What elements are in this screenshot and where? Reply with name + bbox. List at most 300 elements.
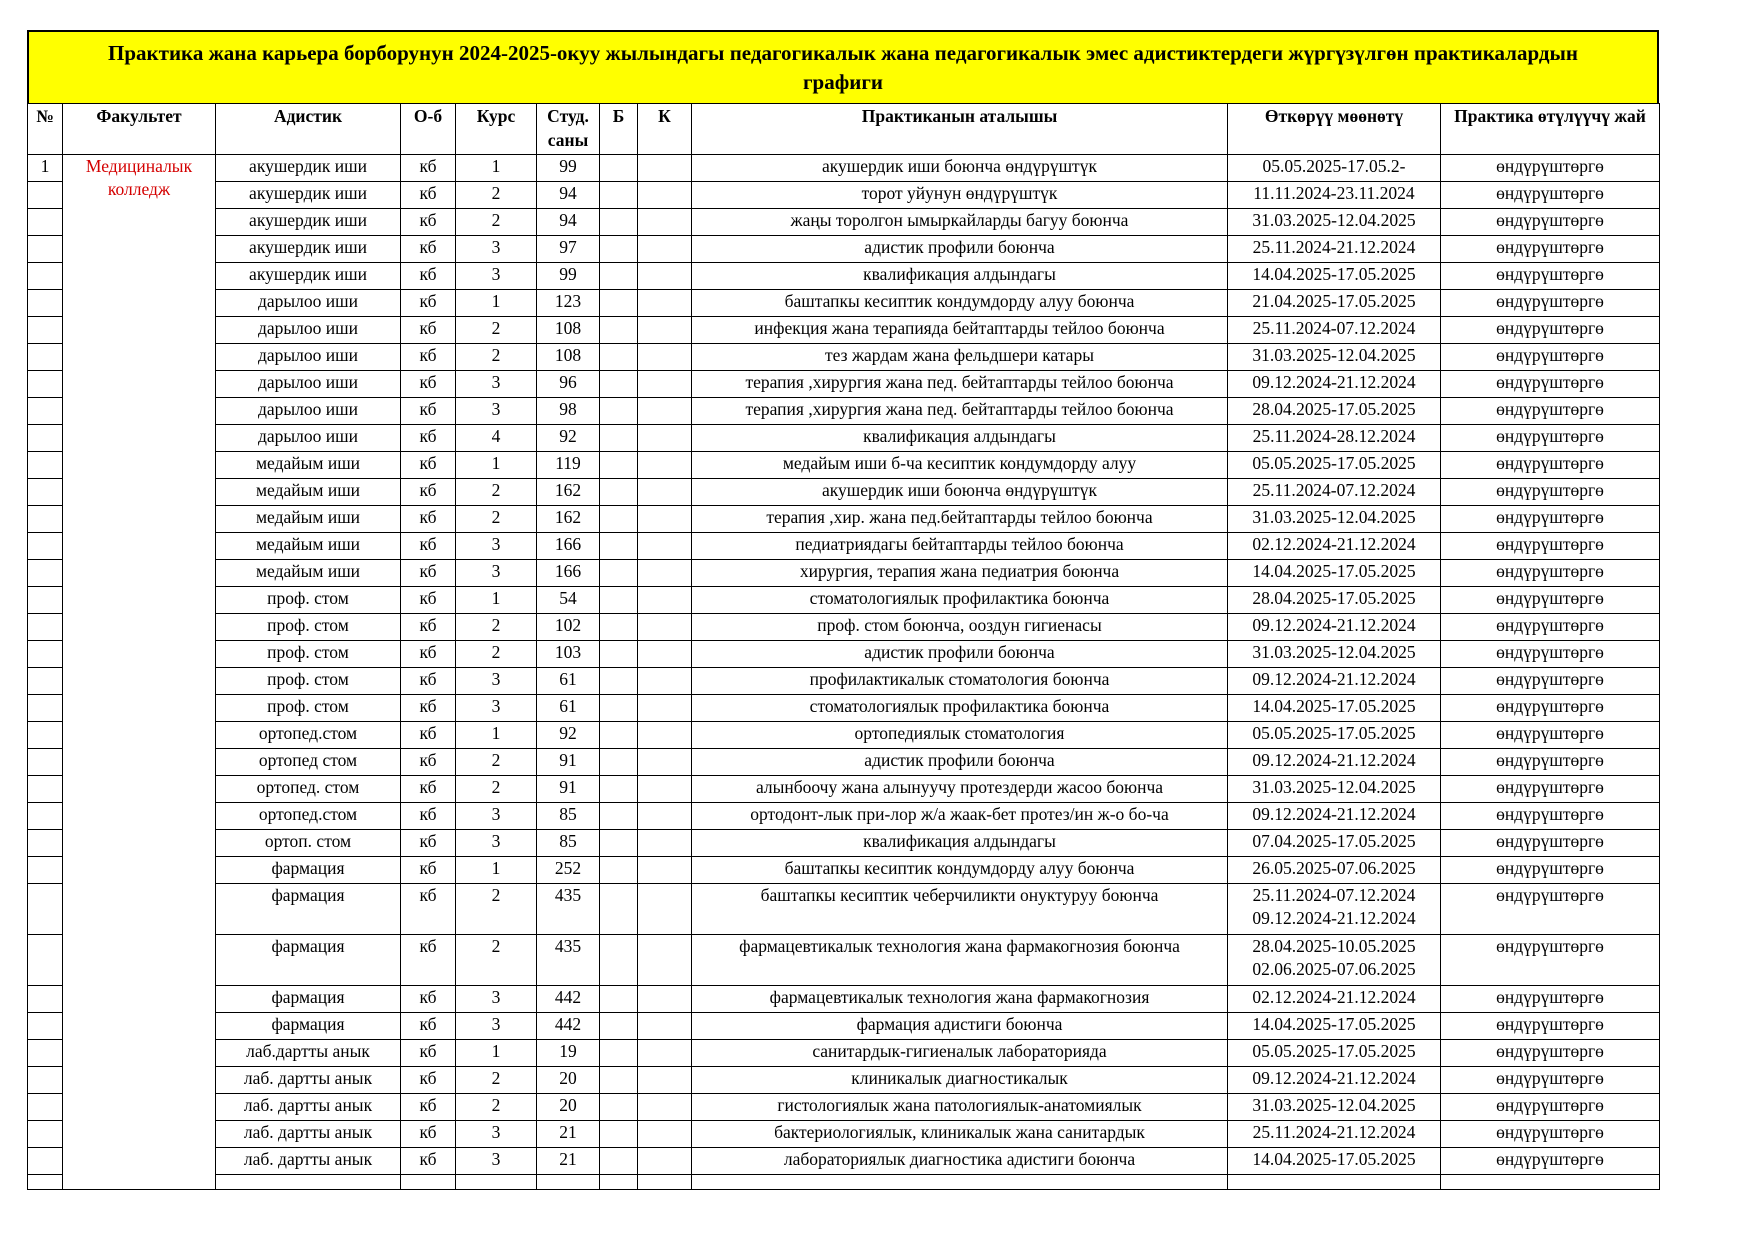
students-cell: 166 [537, 560, 600, 587]
place-cell: өндүрүштөргө [1441, 560, 1660, 587]
practice-name-cell: квалификация алдындагы [692, 425, 1228, 452]
course-cell: 1 [456, 290, 537, 317]
specialty-cell: проф. стом [216, 695, 401, 722]
k-cell [638, 1067, 692, 1094]
k-cell [638, 1040, 692, 1067]
study-form-cell: кб [401, 371, 456, 398]
course-cell: 3 [456, 986, 537, 1013]
period-cell [1228, 614, 1441, 641]
period-text: 31.03.2025-12.04.2025 [1252, 642, 1416, 662]
course-cell: 2 [456, 209, 537, 236]
period-text: 25.11.2024-21.12.2024 [1252, 237, 1416, 257]
students-cell: 61 [537, 668, 600, 695]
practice-name-cell: адистик профили боюнча [692, 641, 1228, 668]
k-cell [638, 1121, 692, 1148]
place-cell: өндүрүштөргө [1441, 317, 1660, 344]
place-cell: өндүрүштөргө [1441, 1121, 1660, 1148]
period-text: 09.12.2024-21.12.2024 [1252, 372, 1416, 392]
study-form-cell: кб [401, 641, 456, 668]
row-number-cell [28, 1013, 63, 1040]
specialty-cell: медайым иши [216, 533, 401, 560]
practice-name-cell: баштапкы кесиптик кондумдорду алуу боюнча [692, 290, 1228, 317]
students-cell: 98 [537, 398, 600, 425]
table-row [28, 722, 1660, 749]
course-cell: 2 [456, 749, 537, 776]
students-cell: 162 [537, 479, 600, 506]
study-form-cell: кб [401, 857, 456, 884]
period-cell [1228, 1067, 1441, 1094]
period-cell [1228, 371, 1441, 398]
specialty-cell: дарылоо иши [216, 344, 401, 371]
study-form-cell: кб [401, 935, 456, 986]
place-cell: өндүрүштөргө [1441, 1067, 1660, 1094]
period-text: 31.03.2025-12.04.2025 [1252, 1095, 1416, 1115]
table-row [28, 1094, 1660, 1121]
b-cell [600, 317, 638, 344]
empty-cell [600, 1175, 638, 1190]
practice-name-cell: лабораториялык диагностика адистиги боюнча [692, 1148, 1228, 1175]
schedule-table [27, 103, 1660, 1190]
b-cell [600, 884, 638, 935]
specialty-cell: фармация [216, 857, 401, 884]
row-number-cell [28, 587, 63, 614]
specialty-cell: ортопед. стом [216, 776, 401, 803]
study-form-cell: кб [401, 1067, 456, 1094]
period-cell [1228, 776, 1441, 803]
students-cell: 96 [537, 371, 600, 398]
specialty-cell: ортопед.стом [216, 803, 401, 830]
k-cell [638, 371, 692, 398]
period-text: 25.11.2024-28.12.2024 [1252, 426, 1416, 446]
practice-name-cell: хирургия, терапия жана педиатрия боюнча [692, 560, 1228, 587]
study-form-cell: кб [401, 182, 456, 209]
b-cell [600, 1148, 638, 1175]
specialty-cell: проф. стом [216, 668, 401, 695]
table-row [28, 749, 1660, 776]
students-cell: 162 [537, 506, 600, 533]
period-text: 21.04.2025-17.05.2025 [1252, 291, 1416, 311]
table-row [28, 830, 1660, 857]
period-cell [1228, 857, 1441, 884]
header-study-form: О-б [401, 104, 456, 155]
k-cell [638, 776, 692, 803]
specialty-cell: лаб. дартты анык [216, 1121, 401, 1148]
specialty-cell: фармация [216, 935, 401, 986]
students-cell: 99 [537, 263, 600, 290]
row-number-cell [28, 1121, 63, 1148]
period-text: 09.12.2024-21.12.2024 [1252, 615, 1416, 635]
place-cell: өндүрүштөргө [1441, 1013, 1660, 1040]
practice-name-cell: профилактикалык стоматология боюнча [692, 668, 1228, 695]
course-cell: 2 [456, 317, 537, 344]
specialty-cell: фармация [216, 1013, 401, 1040]
place-cell: өндүрүштөргө [1441, 1148, 1660, 1175]
table-row [28, 425, 1660, 452]
row-number-cell [28, 452, 63, 479]
k-cell [638, 587, 692, 614]
practice-name-cell: проф. стом боюнча, ооздун гигиенасы [692, 614, 1228, 641]
k-cell [638, 641, 692, 668]
k-cell [638, 452, 692, 479]
table-row [28, 182, 1660, 209]
empty-cell [638, 1175, 692, 1190]
k-cell [638, 857, 692, 884]
b-cell [600, 668, 638, 695]
b-cell [600, 263, 638, 290]
course-cell: 1 [456, 722, 537, 749]
b-cell [600, 344, 638, 371]
period-text: 14.04.2025-17.05.2025 [1252, 1149, 1416, 1169]
study-form-cell: кб [401, 290, 456, 317]
period-cell [1228, 1148, 1441, 1175]
table-row [28, 614, 1660, 641]
period-cell [1228, 182, 1441, 209]
students-cell: 91 [537, 749, 600, 776]
place-cell: өндүрүштөргө [1441, 587, 1660, 614]
k-cell [638, 155, 692, 182]
practice-name-cell: фармацевтикалык технология жана фармакогнозия [692, 986, 1228, 1013]
period-cell [1228, 452, 1441, 479]
k-cell [638, 263, 692, 290]
row-number-cell [28, 398, 63, 425]
row-number-cell [28, 1067, 63, 1094]
b-cell [600, 1094, 638, 1121]
place-cell: өндүрүштөргө [1441, 986, 1660, 1013]
course-cell: 1 [456, 1040, 537, 1067]
period-cell [1228, 803, 1441, 830]
table-row [28, 506, 1660, 533]
k-cell [638, 695, 692, 722]
page-title: Практика жана карьера борборунун 2024-2025-окуу жылындагы педагогикалык жана педагогикалык эмес адистиктердеги жүргүзүлгөн практикалардын графиги [108, 40, 1578, 94]
course-cell: 3 [456, 236, 537, 263]
specialty-cell: акушердик иши [216, 182, 401, 209]
course-cell: 2 [456, 479, 537, 506]
empty-cell [537, 1175, 600, 1190]
place-cell: өндүрүштөргө [1441, 749, 1660, 776]
specialty-cell: фармация [216, 884, 401, 935]
study-form-cell: кб [401, 344, 456, 371]
b-cell [600, 479, 638, 506]
schedule-sheet [27, 30, 1659, 1190]
k-cell [638, 209, 692, 236]
practice-name-cell: квалификация алдындагы [692, 263, 1228, 290]
b-cell [600, 452, 638, 479]
students-cell: 54 [537, 587, 600, 614]
practice-name-cell: баштапкы кесиптик чеберчиликти онуктуруу боюнча [692, 884, 1228, 935]
practice-name-cell: фармация адистиги боюнча [692, 1013, 1228, 1040]
study-form-cell: кб [401, 776, 456, 803]
period-cell [1228, 1121, 1441, 1148]
k-cell [638, 479, 692, 506]
k-cell [638, 614, 692, 641]
k-cell [638, 506, 692, 533]
course-cell: 3 [456, 263, 537, 290]
period-cell [1228, 209, 1441, 236]
period-text-second: 02.06.2025-07.06.2025 [1252, 959, 1416, 979]
period-text: 09.12.2024-21.12.2024 [1252, 1068, 1416, 1088]
b-cell [600, 695, 638, 722]
row-number-cell [28, 614, 63, 641]
course-cell: 3 [456, 1013, 537, 1040]
row-number-cell [28, 506, 63, 533]
course-cell: 1 [456, 857, 537, 884]
study-form-cell: кб [401, 533, 456, 560]
students-cell: 435 [537, 935, 600, 986]
table-row [28, 1121, 1660, 1148]
title-banner [27, 30, 1659, 103]
k-cell [638, 425, 692, 452]
specialty-cell: ортопед.стом [216, 722, 401, 749]
b-cell [600, 425, 638, 452]
period-text: 26.05.2025-07.06.2025 [1252, 858, 1416, 878]
table-row [28, 290, 1660, 317]
period-cell [1228, 641, 1441, 668]
b-cell [600, 614, 638, 641]
study-form-cell: кб [401, 506, 456, 533]
study-form-cell: кб [401, 803, 456, 830]
practice-name-cell: стоматологиялык профилактика боюнча [692, 587, 1228, 614]
place-cell: өндүрүштөргө [1441, 533, 1660, 560]
b-cell [600, 749, 638, 776]
period-cell [1228, 344, 1441, 371]
practice-name-cell: инфекция жана терапияда бейтаптарды тейлоо боюнча [692, 317, 1228, 344]
study-form-cell: кб [401, 560, 456, 587]
faculty-cell: Медициналык колледж [63, 155, 216, 1190]
period-cell [1228, 668, 1441, 695]
course-cell: 2 [456, 182, 537, 209]
b-cell [600, 560, 638, 587]
practice-name-cell: акушердик иши боюнча өндүрүштүк [692, 479, 1228, 506]
b-cell [600, 1013, 638, 1040]
row-number-cell [28, 749, 63, 776]
period-text: 31.03.2025-12.04.2025 [1252, 345, 1416, 365]
table-row [28, 155, 1660, 182]
course-cell: 3 [456, 533, 537, 560]
period-cell [1228, 155, 1441, 182]
specialty-cell: медайым иши [216, 506, 401, 533]
period-text: 25.11.2024-21.12.2024 [1252, 1122, 1416, 1142]
students-cell: 61 [537, 695, 600, 722]
place-cell: өндүрүштөргө [1441, 884, 1660, 935]
specialty-cell: дарылоо иши [216, 317, 401, 344]
period-text: 25.11.2024-07.12.2024 [1252, 318, 1416, 338]
course-cell: 1 [456, 587, 537, 614]
students-cell: 442 [537, 1013, 600, 1040]
specialty-cell: проф. стом [216, 587, 401, 614]
period-text: 05.05.2025-17.05.2025 [1252, 453, 1416, 473]
empty-cell [456, 1175, 537, 1190]
specialty-cell: проф. стом [216, 614, 401, 641]
students-cell: 435 [537, 884, 600, 935]
course-cell: 2 [456, 614, 537, 641]
row-number-cell [28, 290, 63, 317]
k-cell [638, 722, 692, 749]
practice-name-cell: акушердик иши боюнча өндүрүштүк [692, 155, 1228, 182]
course-cell: 3 [456, 398, 537, 425]
place-cell: өндүрүштөргө [1441, 155, 1660, 182]
header-row [28, 104, 1660, 155]
course-cell: 2 [456, 1067, 537, 1094]
students-cell: 252 [537, 857, 600, 884]
row-number-cell [28, 1040, 63, 1067]
table-body [28, 155, 1660, 1190]
header-k: К [638, 104, 692, 155]
b-cell [600, 290, 638, 317]
students-cell: 442 [537, 986, 600, 1013]
table-row [28, 641, 1660, 668]
table-row [28, 695, 1660, 722]
course-cell: 3 [456, 695, 537, 722]
specialty-cell: лаб. дартты анык [216, 1148, 401, 1175]
period-text: 09.12.2024-21.12.2024 [1252, 750, 1416, 770]
students-cell: 21 [537, 1121, 600, 1148]
place-cell: өндүрүштөргө [1441, 695, 1660, 722]
k-cell [638, 398, 692, 425]
study-form-cell: кб [401, 209, 456, 236]
specialty-cell: медайым иши [216, 560, 401, 587]
study-form-cell: кб [401, 749, 456, 776]
place-cell: өндүрүштөргө [1441, 857, 1660, 884]
empty-row [28, 1175, 1660, 1190]
specialty-cell: фармация [216, 986, 401, 1013]
b-cell [600, 986, 638, 1013]
practice-name-cell: санитардык-гигиеналык лабораторияда [692, 1040, 1228, 1067]
students-cell: 19 [537, 1040, 600, 1067]
study-form-cell: кб [401, 1094, 456, 1121]
k-cell [638, 884, 692, 935]
row-number-cell [28, 533, 63, 560]
period-cell [1228, 935, 1441, 986]
place-cell: өндүрүштөргө [1441, 614, 1660, 641]
row-number-cell [28, 263, 63, 290]
b-cell [600, 935, 638, 986]
table-row [28, 452, 1660, 479]
header-period: Өткөрүү мөөнөтү [1228, 104, 1441, 155]
study-form-cell: кб [401, 722, 456, 749]
header-course: Курс [456, 104, 537, 155]
practice-name-cell: клиникалык диагностикалык [692, 1067, 1228, 1094]
period-text: 14.04.2025-17.05.2025 [1252, 264, 1416, 284]
row-number-cell [28, 830, 63, 857]
period-cell [1228, 1013, 1441, 1040]
period-text: 09.12.2024-21.12.2024 [1252, 669, 1416, 689]
row-number-cell [28, 776, 63, 803]
table-row [28, 263, 1660, 290]
specialty-cell: лаб.дартты анык [216, 1040, 401, 1067]
k-cell [638, 317, 692, 344]
course-cell: 3 [456, 371, 537, 398]
place-cell: өндүрүштөргө [1441, 506, 1660, 533]
table-row [28, 776, 1660, 803]
students-cell: 103 [537, 641, 600, 668]
period-cell [1228, 506, 1441, 533]
students-cell: 21 [537, 1148, 600, 1175]
period-text: 31.03.2025-12.04.2025 [1252, 507, 1416, 527]
table-row [28, 986, 1660, 1013]
period-cell [1228, 236, 1441, 263]
students-cell: 97 [537, 236, 600, 263]
table-row [28, 479, 1660, 506]
row-number-cell [28, 236, 63, 263]
period-text: 02.12.2024-21.12.2024 [1252, 987, 1416, 1007]
students-cell: 102 [537, 614, 600, 641]
specialty-cell: дарылоо иши [216, 398, 401, 425]
practice-name-cell: терапия ,хир. жана пед.бейтаптарды тейлоо боюнча [692, 506, 1228, 533]
course-cell: 1 [456, 452, 537, 479]
period-cell [1228, 749, 1441, 776]
practice-name-cell: адистик профили боюнча [692, 236, 1228, 263]
place-cell: өндүрүштөргө [1441, 371, 1660, 398]
period-text: 02.12.2024-21.12.2024 [1252, 534, 1416, 554]
row-number-cell: 1 [28, 155, 63, 182]
course-cell: 2 [456, 506, 537, 533]
period-cell [1228, 317, 1441, 344]
practice-name-cell: терапия ,хирургия жана пед. бейтаптарды тейлоо боюнча [692, 398, 1228, 425]
b-cell [600, 1040, 638, 1067]
b-cell [600, 1067, 638, 1094]
course-cell: 2 [456, 776, 537, 803]
b-cell [600, 587, 638, 614]
row-number-cell [28, 1094, 63, 1121]
table-row [28, 884, 1660, 935]
period-cell [1228, 398, 1441, 425]
b-cell [600, 533, 638, 560]
practice-name-cell: алынбоочу жана алынуучу протездерди жасоо боюнча [692, 776, 1228, 803]
header-place: Практика өтүлүүчү жай [1441, 104, 1660, 155]
header-faculty: Факультет [63, 104, 216, 155]
practice-name-cell: квалификация алдындагы [692, 830, 1228, 857]
b-cell [600, 398, 638, 425]
study-form-cell: кб [401, 452, 456, 479]
empty-cell [401, 1175, 456, 1190]
b-cell [600, 857, 638, 884]
study-form-cell: кб [401, 695, 456, 722]
place-cell: өндүрүштөргө [1441, 263, 1660, 290]
practice-name-cell: баштапкы кесиптик кондумдорду алуу боюнча [692, 857, 1228, 884]
study-form-cell: кб [401, 986, 456, 1013]
study-form-cell: кб [401, 1148, 456, 1175]
study-form-cell: кб [401, 479, 456, 506]
course-cell: 2 [456, 935, 537, 986]
period-cell [1228, 1040, 1441, 1067]
study-form-cell: кб [401, 614, 456, 641]
specialty-cell: проф. стом [216, 641, 401, 668]
practice-name-cell: ортодонт-лык при-лор ж/а жаак-бет протез/ин ж-о бо-ча [692, 803, 1228, 830]
table-row [28, 935, 1660, 986]
specialty-cell: акушердик иши [216, 263, 401, 290]
students-cell: 123 [537, 290, 600, 317]
b-cell [600, 641, 638, 668]
b-cell [600, 776, 638, 803]
row-number-cell [28, 668, 63, 695]
specialty-cell: ортоп. стом [216, 830, 401, 857]
b-cell [600, 830, 638, 857]
specialty-cell: медайым иши [216, 479, 401, 506]
table-row [28, 560, 1660, 587]
row-number-cell [28, 641, 63, 668]
table-row [28, 317, 1660, 344]
period-text: 14.04.2025-17.05.2025 [1252, 696, 1416, 716]
k-cell [638, 986, 692, 1013]
table-row [28, 1040, 1660, 1067]
k-cell [638, 182, 692, 209]
place-cell: өндүрүштөргө [1441, 1040, 1660, 1067]
students-cell: 91 [537, 776, 600, 803]
period-text: 31.03.2025-12.04.2025 [1252, 210, 1416, 230]
period-text-second: 09.12.2024-21.12.2024 [1252, 908, 1416, 928]
table-row [28, 668, 1660, 695]
period-text: 14.04.2025-17.05.2025 [1252, 1014, 1416, 1034]
